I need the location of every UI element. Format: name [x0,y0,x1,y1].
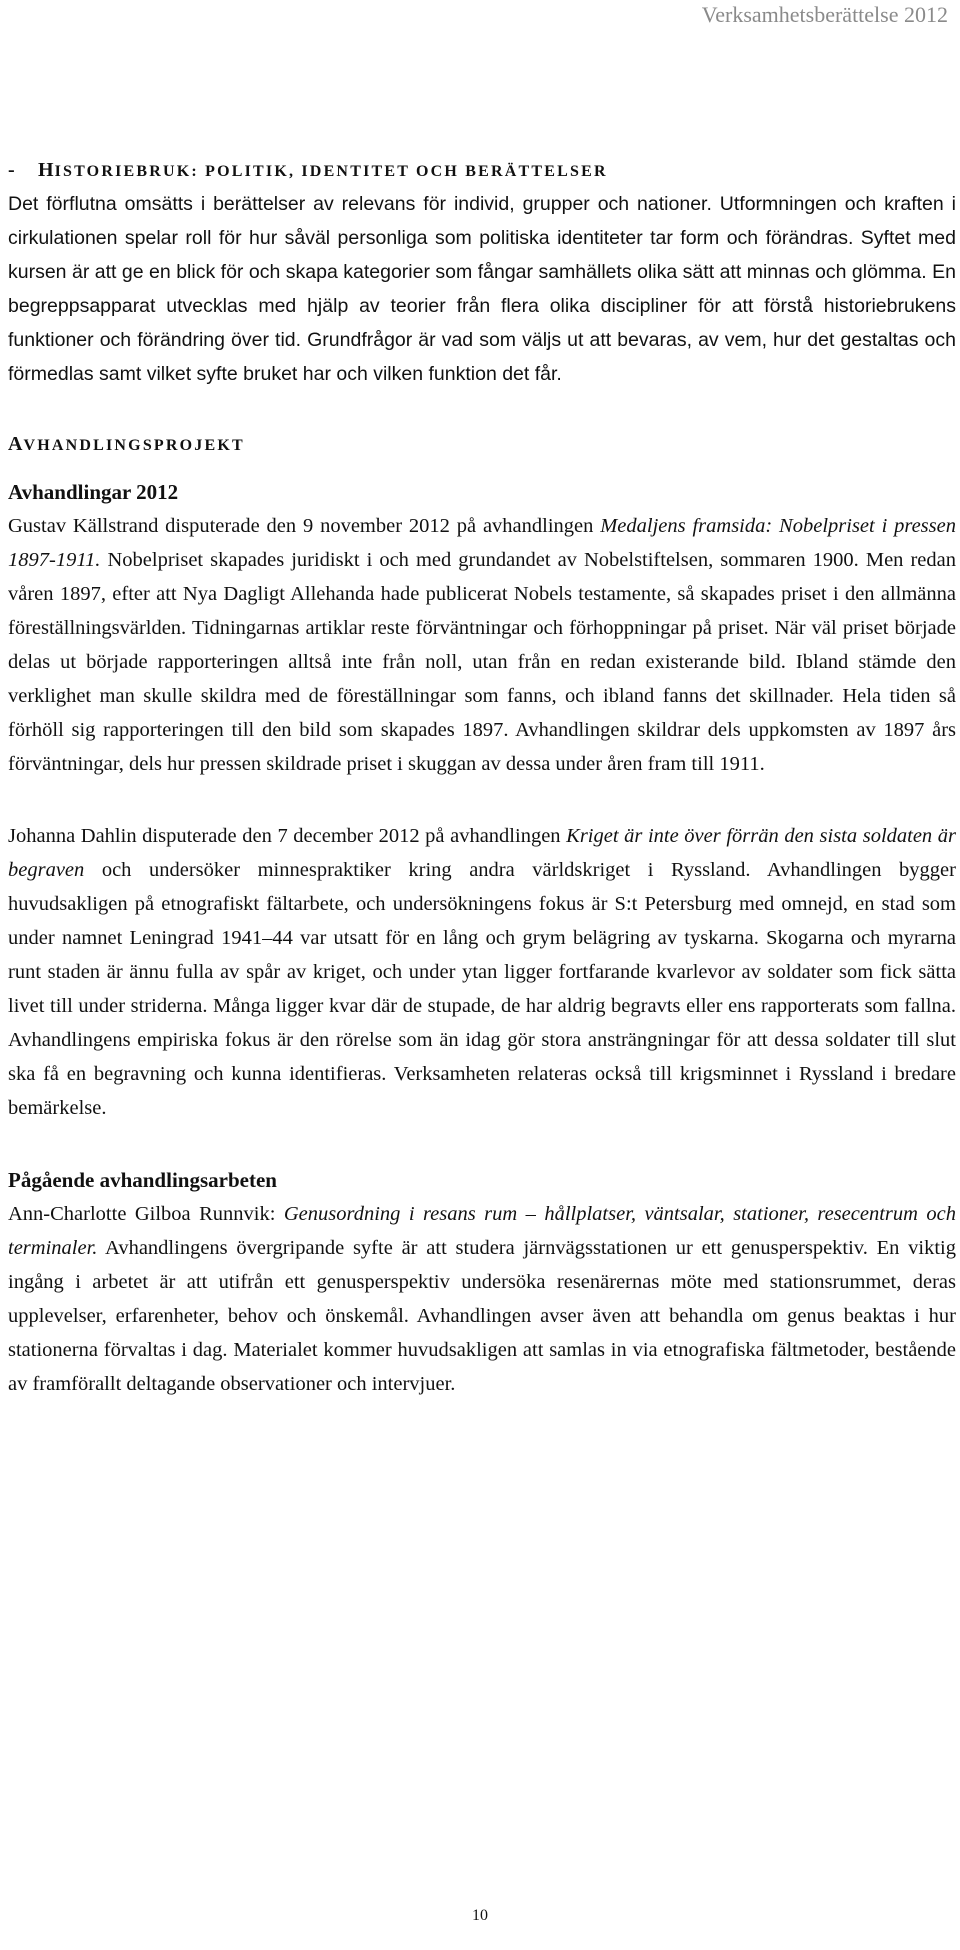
thesis-title: Genusordning i resans rum – hållplatser, väntsalar, stationer, resecentrum och terminaler. [8,1203,956,1259]
running-header: Verksamhetsberättelse 2012 [701,2,948,27]
paragraph-text: Johanna Dahlin disputerade den 7 december 2012 på avhandlingen [8,825,567,847]
historiebruk-paragraph: Det förflutna omsätts i berättelser av relevans för individ, grupper och nationer. Utformningen och kraften i cirkulationen spelar roll för hur såväl personliga som politiska identiteter tar form och förändras. Syftet med kursen är att ge en blick för och skapa kategorier som fångar samhällets olika sätt att minnas och glömma. En begreppsapparat utvecklas med hjälp av teorier från flera olika discipliner för att förstå historiebrukens funktioner och förändring över tid. Grundfrågor är vad som väljs ut att bevaras, av vem, hur det gestaltas och förmedlas samt vilket syfte bruket har och vilken funktion det får. [8,193,956,385]
paragraph-text: Avhandlingens övergripande syfte är att studera järnvägsstationen ur ett genusperspektiv. En viktig ingång i arbetet är att utifrån ett genusperspektiv undersöka resenärernas möte med stationsrummet, deras upplevelser, erfarenheter, behov och önskemål. Avhandlingen avser även att behandla om genus beaktas i hur stationerna förvaltas i dag. Materialet kommer huvudsakligen att samlas in via etnografiska fältmetoder, bestående av framförallt deltagande observationer och intervjuer. [8,1237,956,1395]
section-heading-historiebruk [8,155,956,187]
heading-dash: - [8,159,17,181]
page-number: 10 [472,1907,488,1924]
heading-initial: H [38,159,55,181]
subheading-pagaende: Pågående avhandlingsarbeten [8,1168,277,1192]
document-body [8,155,956,1401]
paragraph-text: Nobelpriset skapades juridiskt i och med grundandet av Nobelstiftelsen, sommaren 1900. Men redan våren 1897, efter att Nya Dagligt Allehanda hade publicerat Nobels testamente, så skapades priset i den allmänna föreställningsvärlden. Tidningarnas artiklar reste förväntningar och förhoppningar på priset. När väl priset började delas ut började rapporteringen alltså inte från noll, utan från en redan existerande bild. Ibland stämde den verklighet man skulle skildra med de föreställningar som fanns, och ibland fanns det skillnader. Hela tiden så förhöll sig rapporteringen till den bild som skapades 1897. Avhandlingen skildrar dels uppkomsten av 1897 års förväntningar, dels hur pressen skildrade priset i skuggan av dessa under åren fram till 1911. [8,549,956,775]
paragraph-gilboa-runnvik [8,1197,956,1401]
section-heading-avhandlingsprojekt [8,429,956,461]
paragraph-text: Gustav Källstrand disputerade den 9 november 2012 på avhandlingen [8,515,601,537]
heading-text: VHANDLINGSPROJEKT [23,437,245,454]
paragraph-text: Ann-Charlotte Gilboa Runnvik: [8,1203,284,1225]
paragraph-kallstrand [8,509,956,781]
thesis-title: Kriget är inte över förrän den sista soldaten är begraven [8,825,957,881]
heading-initial: A [8,433,24,455]
paragraph-text: och undersöker minnespraktiker kring andra världskriget i Ryssland. Avhandlingen bygger huvudsakligen på etnografiskt fältarbete, och undersökningens fokus är S:t Petersburg med omnejd, en stad som under namnet Leningrad 1941–44 var utsatt för en lång och grym belägring av tyskarna. Skogarna och myrarna runt staden är ännu fulla av spår av kriget, och under ytan ligger fortfarande kvarlevor av soldater som fick sätta livet till under striderna. Många ligger kvar där de stupade, de har aldrig begravts eller ens rapporterats som fallna. Avhandlingens empiriska fokus är den rörelse som än idag gör stora ansträngningar för att dessa soldater till slut ska få en begravning och kunna identifieras. Verksamheten relateras också till krigsminnet i Ryssland i bredare bemärkelse. [8,859,956,1119]
heading-text: ISTORIEBRUK: POLITIK, IDENTITET OCH BERÄTTELSER [54,163,608,180]
thesis-title: Medaljens framsida: Nobelpriset i pressen 1897-1911. [8,515,956,571]
subheading-avhandlingar-2012: Avhandlingar 2012 [8,480,179,504]
paragraph-dahlin [8,819,956,1125]
